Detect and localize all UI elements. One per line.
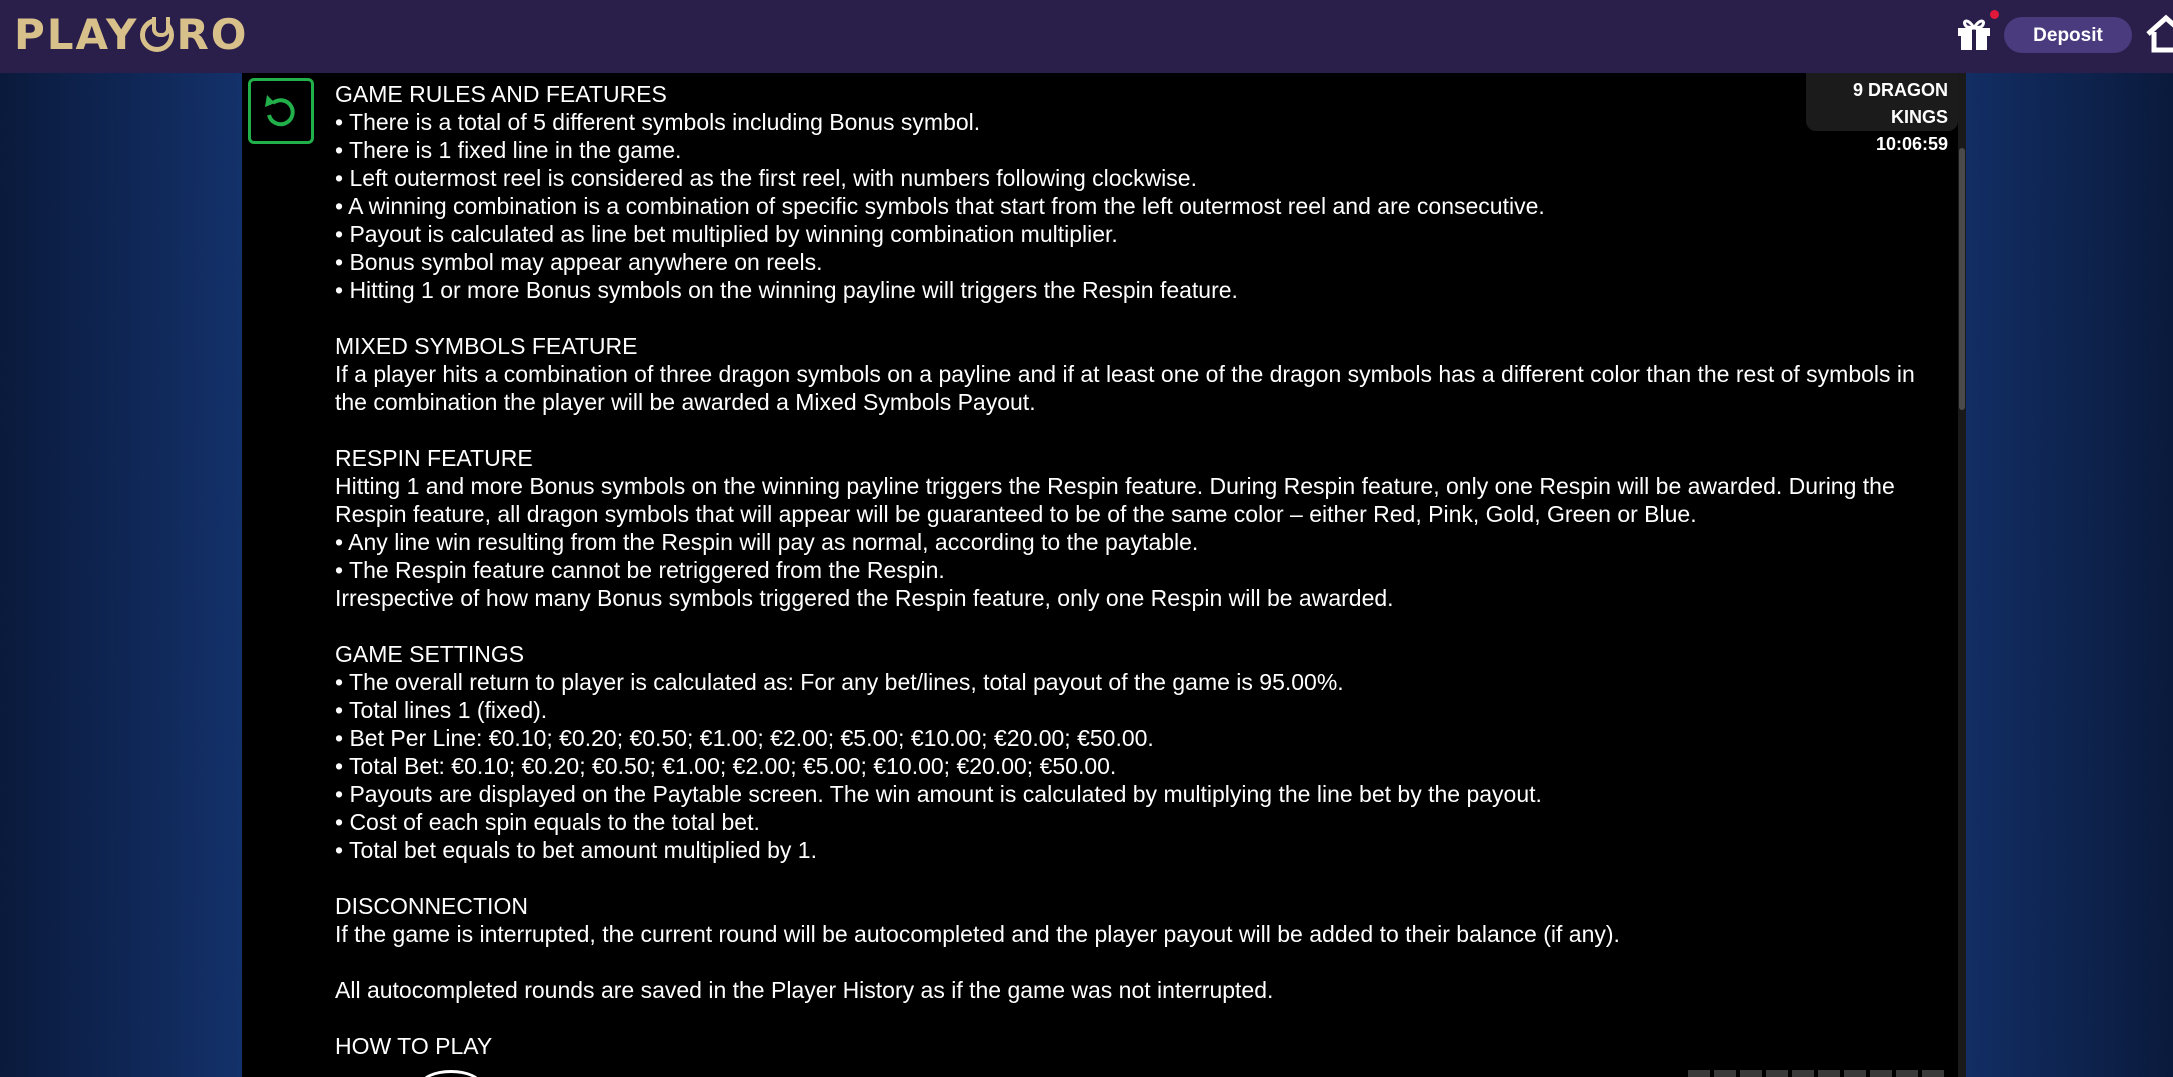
list-item: • Cost of each spin equals to the total bet.	[335, 809, 760, 835]
game-settings-heading: GAME SETTINGS	[335, 641, 525, 667]
list-item: • There is a total of 5 different symbols including Bonus symbol.	[335, 109, 981, 135]
list-item: • Left outermost reel is considered as the first reel, with numbers following clockwise.	[335, 165, 1197, 191]
game-rules-heading: GAME RULES AND FEATURES	[335, 81, 667, 107]
back-button[interactable]	[248, 78, 314, 144]
list-item: • Total lines 1 (fixed).	[335, 697, 548, 723]
paragraph-line: All autocompleted rounds are saved in the Player History as if the game was not interrupted.	[335, 977, 1274, 1003]
list-item: • Bet Per Line: €0.10; €0.20; €0.50; €1.00; €2.00; €5.00; €10.00; €20.00; €50.00.	[335, 725, 1154, 751]
scrollbar-thumb[interactable]	[1959, 148, 1965, 410]
respin-heading: RESPIN FEATURE	[335, 445, 533, 471]
deposit-button[interactable]: Deposit	[2004, 17, 2132, 53]
game-info-badge	[1806, 73, 1958, 154]
top-bar	[0, 0, 2173, 73]
disconnection-heading: DISCONNECTION	[335, 893, 528, 919]
home-icon[interactable]	[2146, 12, 2173, 56]
list-item: • There is 1 fixed line in the game.	[335, 137, 682, 163]
game-title: 9 DRAGON KINGS	[1852, 80, 1948, 127]
paragraph-line: Hitting 1 and more Bonus symbols on the winning payline triggers the Respin feature. During Respin feature, only one Respin will be awarded. During the	[335, 473, 1895, 499]
rules-text	[335, 80, 1945, 1060]
how-to-play-heading: HOW TO PLAY	[335, 1033, 493, 1059]
bottom-decoration	[1688, 1070, 1946, 1077]
paragraph-line: the combination the player will be awarded a Mixed Symbols Payout.	[335, 389, 1036, 415]
notification-dot	[1990, 10, 1999, 19]
list-item: • The overall return to player is calculated as: For any bet/lines, total payout of the game is 95.00%.	[335, 669, 1344, 695]
paragraph-line: If the game is interrupted, the current round will be autocompleted and the player payout will be added to their balance (if any).	[335, 921, 1620, 947]
undo-arrow-icon	[261, 91, 301, 131]
mixed-symbols-heading: MIXED SYMBOLS FEATURE	[335, 333, 638, 359]
list-item: • Total Bet: €0.10; €0.20; €0.50; €1.00; €2.00; €5.00; €10.00; €20.00; €50.00.	[335, 753, 1117, 779]
paragraph-line: Respin feature, all dragon symbols that will appear will be guaranteed to be of the same color – either Red, Pink, Gold, Green or Blue.	[335, 501, 1697, 527]
list-item: • The Respin feature cannot be retriggered from the Respin.	[335, 557, 945, 583]
list-item: • A winning combination is a combination of specific symbols that start from the left outermost reel and are consecutive.	[335, 193, 1545, 219]
list-item: • Payout is calculated as line bet multiplied by winning combination multiplier.	[335, 221, 1118, 247]
playuro-logo[interactable]: PLAY RO	[14, 10, 249, 59]
paragraph-line: Irrespective of how many Bonus symbols triggered the Respin feature, only one Respin will be awarded.	[335, 585, 1394, 611]
clock: 10:06:59	[1875, 134, 1948, 154]
gift-icon[interactable]	[1955, 14, 1993, 52]
list-item: • Hitting 1 or more Bonus symbols on the winning payline will triggers the Respin feature.	[335, 277, 1238, 303]
list-item: • Total bet equals to bet amount multiplied by 1.	[335, 837, 817, 863]
list-item: • Bonus symbol may appear anywhere on reels.	[335, 249, 823, 275]
logo-u-mark	[140, 18, 174, 52]
list-item: • Any line win resulting from the Respin will pay as normal, according to the paytable.	[335, 529, 1199, 555]
paragraph-line: If a player hits a combination of three dragon symbols on a payline and if at least one of the dragon symbols has a different color than the rest of symbols in	[335, 361, 1915, 387]
list-item: • Payouts are displayed on the Paytable screen. The win amount is calculated by multiplying the line bet by the payout.	[335, 781, 1542, 807]
